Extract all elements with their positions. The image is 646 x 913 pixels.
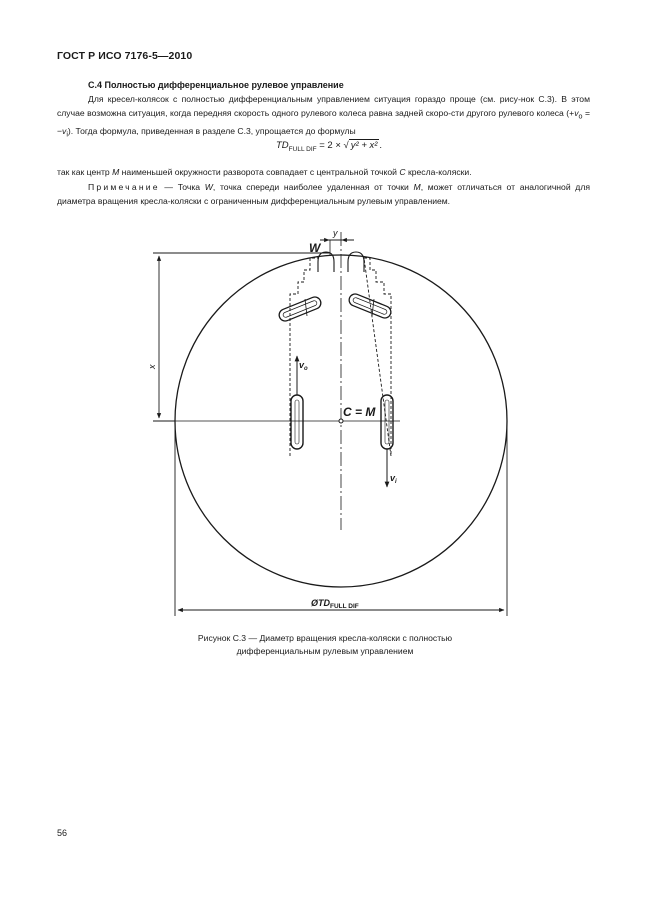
var-M: M [112,167,120,177]
equals-minus: = − [57,108,590,136]
paragraph-2-text-1: так как центр [57,167,113,177]
label-vo: $v_o$ [299,360,308,372]
var-v-i: v [62,125,67,136]
center-point [339,419,343,423]
label-diameter: $ØTD_{FULL DIF}$ [311,598,359,610]
formula-end: . [379,140,383,151]
wheelchair-outline [290,258,391,456]
caster-right [347,292,392,320]
sub-i: i [66,130,68,139]
caption-line-1: Рисунок С.3 — Диаметр вращения кресла-коляски с полностью [197,633,453,643]
page-number: 56 [57,828,68,838]
note-label: Примечание [88,182,160,192]
paragraph-1-text: Для кресел-колясок с полностью дифференциальным управлением ситуация гораздо проще (см. рису-нок С.3). В этом случае возможна ситуация, когда передняя скорость одного рулевого колеса равна задней скоро-сти другого рулевого колеса (+ [57,94,590,118]
note-text-2: , точка спереди наиболее удаленная от точки [212,182,414,192]
paragraph-2-text-3: кресла-коляски. [405,167,472,177]
note-var-W: W [204,182,213,192]
paragraph-2-text-2: наименьшей окружности разворота совпадает с центральной точкой [119,167,400,177]
caster-left [277,295,322,323]
formula-root-sign: √ [343,140,349,151]
formula-radicand: y² + x² [350,140,378,151]
label-W: W [309,241,321,255]
sub-o: o [578,112,583,121]
note-text-3: , может отличаться от аналогичной для диаметра вращения кресла-коляски с ограниченным дифференциальным рулевым управлением. [57,182,590,206]
var-v-o: v [574,108,579,118]
formula-equals: = 2 × [316,140,344,151]
paragraph-1-text-end: ). Тогда формула, приведенная в разделе С.3, упрощается до формулы [67,125,356,136]
label-C-M: C = M [343,405,376,419]
var-C: C [399,167,406,177]
label-vi: $v_i$ [390,473,397,485]
drive-wheel-right-inner [385,400,389,444]
formula-lhs: TD [276,140,289,151]
label-y: y [333,228,338,238]
label-x: x [147,364,157,369]
note-var-M: M [413,182,421,192]
figure-caption [140,632,510,658]
drive-wheel-left-inner [295,400,299,444]
section-title: С.4 Полностью дифференциальное рулевое управление [88,80,344,90]
document-header: ГОСТ Р ИСО 7176-5—2010 [57,50,193,62]
note-text-1: — Точка [159,182,205,192]
caption-line-2: дифференциальным рулевым управлением [236,646,414,656]
drive-wheel-left [291,395,303,449]
formula-lhs-sub: FULL DIF [288,145,317,153]
